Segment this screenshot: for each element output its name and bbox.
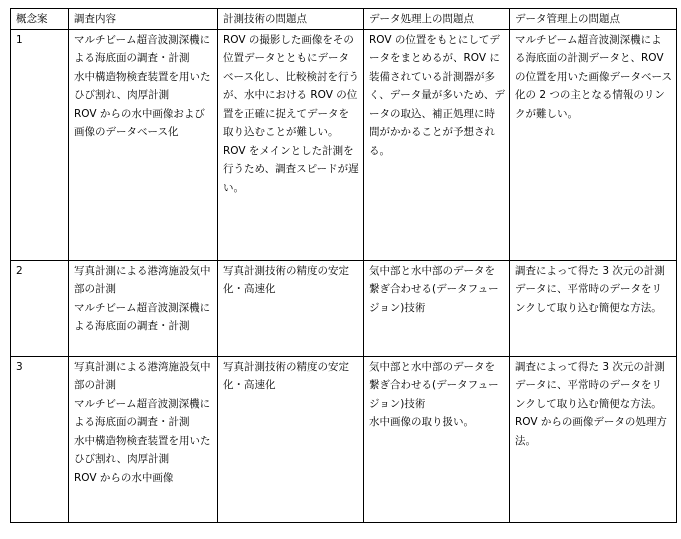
management-line: ROV からの画像データの処理方法。 <box>515 416 667 447</box>
survey-line: ROV からの水中画像および画像のデータベース化 <box>74 107 205 138</box>
management-line: マルチビーム超音波測深機による海底面の計測データと、ROV の位置を用いた画像データベース化の 2 つの主となる情報のリンクが難しい。 <box>515 33 672 120</box>
header-measurement-issues: 計測技術の問題点 <box>218 9 364 30</box>
processing-line: ROV の位置をもとにしてデータをまとめるが、ROV に装備されている計測器が多く、データ量が多いため、データの取込、補正処理に時間がかかることが予想される。 <box>369 33 505 157</box>
survey-line: 写真計測による港湾施設気中部の計測 <box>74 264 211 295</box>
survey-cell <box>69 29 218 260</box>
survey-line: ROV からの水中画像 <box>74 471 174 484</box>
concept-comparison-table <box>10 8 677 523</box>
management-line: 調査によって得た 3 次元の計測データに、平常時のデータをリンクして取り込む簡便な方法。 <box>515 264 665 314</box>
measurement-line: 写真計測技術の精度の安定化・高速化 <box>223 264 349 295</box>
management-line: 調査によって得た 3 次元の計測データに、平常時のデータをリンクして取り込む簡便な方法。 <box>515 360 665 410</box>
measurement-cell <box>218 29 364 260</box>
table-row <box>11 260 677 356</box>
processing-cell <box>364 29 510 260</box>
header-survey: 調査内容 <box>69 9 218 30</box>
management-cell <box>510 29 677 260</box>
header-row <box>11 9 677 30</box>
header-concept: 概念案 <box>11 9 69 30</box>
measurement-line: 写真計測技術の精度の安定化・高速化 <box>223 360 349 391</box>
survey-line: マルチビーム超音波測深機による海底面の調査・計測 <box>74 301 211 332</box>
measurement-cell <box>218 260 364 356</box>
processing-cell <box>364 260 510 356</box>
concept-id: 3 <box>11 356 69 522</box>
survey-line: マルチビーム超音波測深機による海底面の調査・計測 <box>74 397 211 428</box>
survey-line: 写真計測による港湾施設気中部の計測 <box>74 360 211 391</box>
survey-cell <box>69 260 218 356</box>
processing-line: 水中画像の取り扱い。 <box>369 416 474 428</box>
header-management-issues: データ管理上の問題点 <box>510 9 677 30</box>
concept-id: 2 <box>11 260 69 356</box>
survey-line: 水中構造物検査装置を用いたひび割れ、肉厚計測 <box>74 70 211 101</box>
table-row <box>11 29 677 260</box>
processing-line: 気中部と水中部のデータを繋ぎ合わせる(データフュージョン)技術 <box>369 264 499 314</box>
management-cell <box>510 356 677 522</box>
concept-id: 1 <box>11 29 69 260</box>
processing-cell <box>364 356 510 522</box>
measurement-line: ROV をメインとした計測を行うため、調査スピードが遅い。 <box>223 144 359 194</box>
header-processing-issues: データ処理上の問題点 <box>364 9 510 30</box>
processing-line: 気中部と水中部のデータを繋ぎ合わせる(データフュージョン)技術 <box>369 360 499 410</box>
survey-line: マルチビーム超音波測深機による海底面の調査・計測 <box>74 33 211 64</box>
measurement-cell <box>218 356 364 522</box>
survey-line: 水中構造物検査装置を用いたひび割れ、肉厚計測 <box>74 434 211 465</box>
survey-cell <box>69 356 218 522</box>
management-cell <box>510 260 677 356</box>
table-row <box>11 356 677 522</box>
measurement-line: ROV の撮影した画像をその位置データとともにデータベース化し、比較検討を行うが、水中における ROV の位置を正確に捉えてデータを取り込むことが難しい。 <box>223 33 359 138</box>
